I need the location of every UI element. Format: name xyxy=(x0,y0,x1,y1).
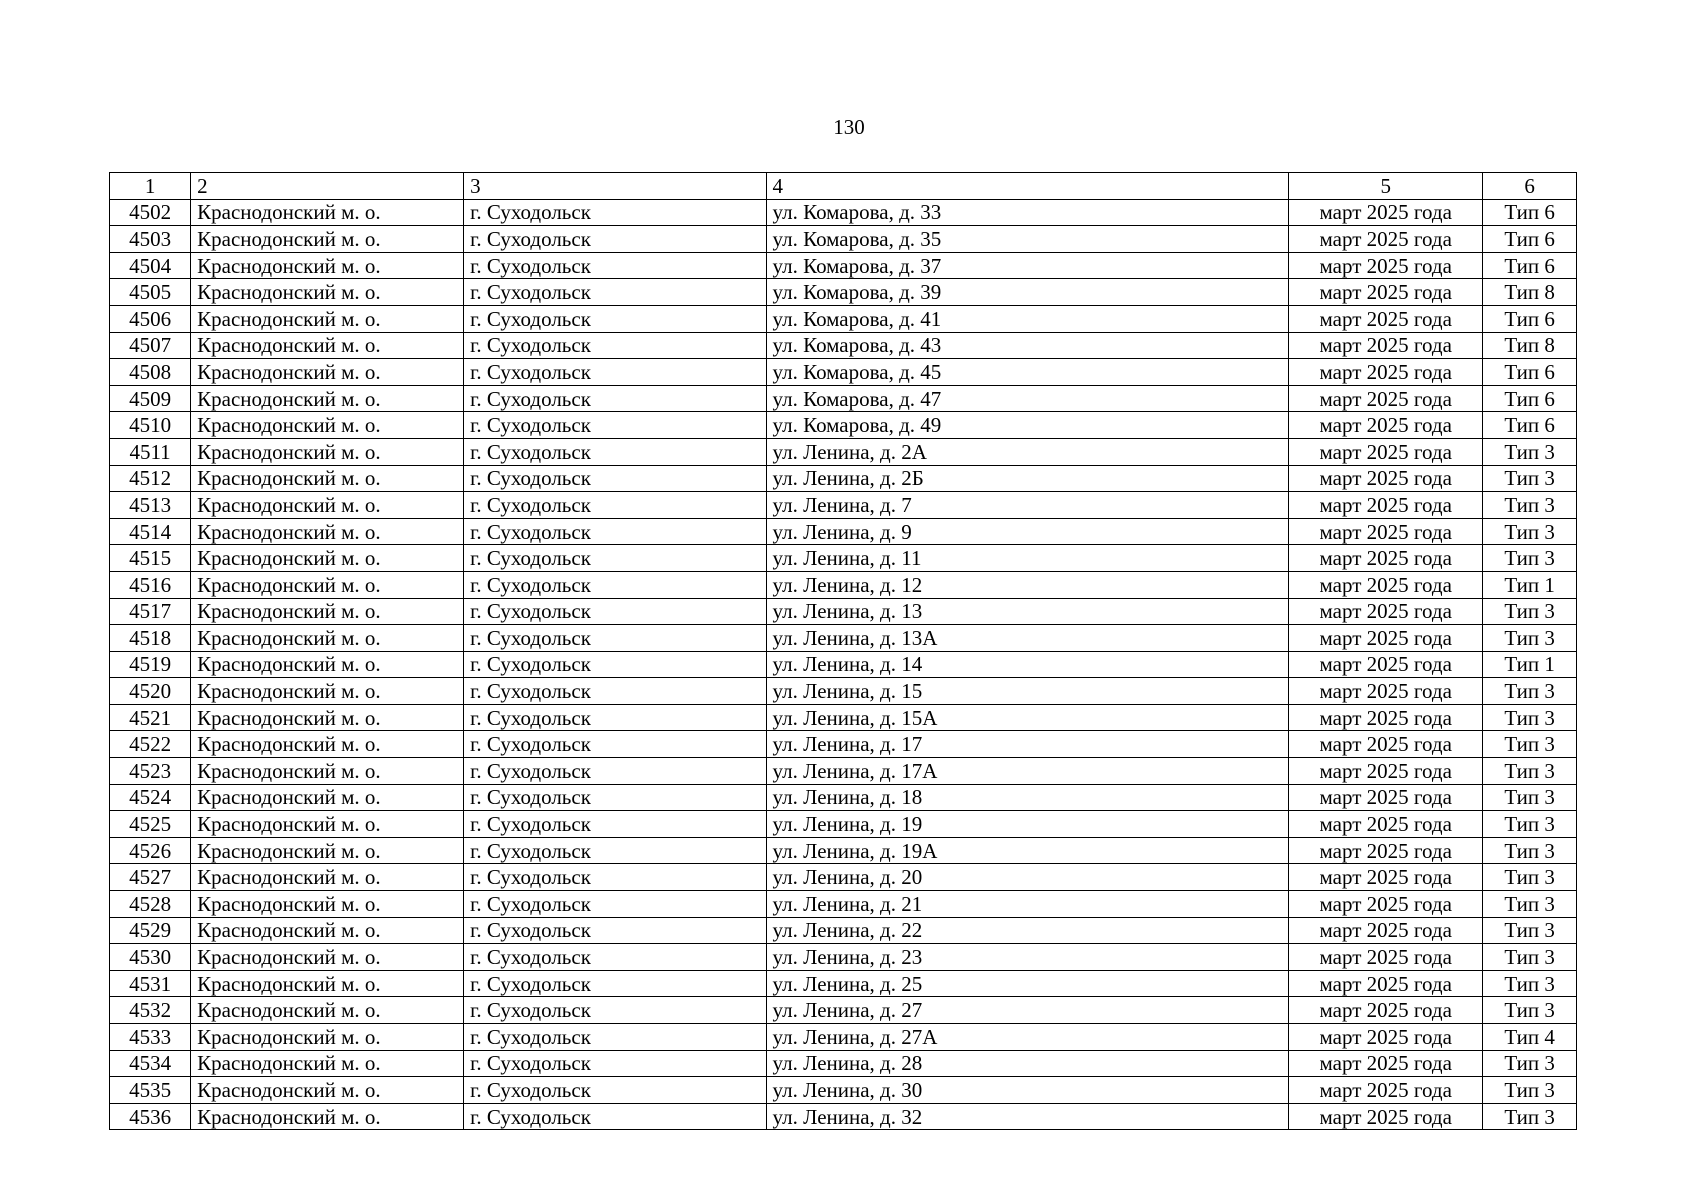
cell-municipality: Краснодонский м. о. xyxy=(191,279,464,306)
cell-row-number: 4525 xyxy=(110,811,191,838)
cell-row-number: 4520 xyxy=(110,678,191,705)
cell-deadline: март 2025 года xyxy=(1289,571,1483,598)
cell-municipality: Краснодонский м. о. xyxy=(191,571,464,598)
cell-deadline: март 2025 года xyxy=(1289,837,1483,864)
cell-row-number: 4521 xyxy=(110,704,191,731)
table-row xyxy=(110,837,1577,864)
cell-row-number: 4534 xyxy=(110,1050,191,1077)
cell-deadline: март 2025 года xyxy=(1289,359,1483,386)
cell-address: ул. Комарова, д. 49 xyxy=(766,412,1289,439)
cell-settlement: г. Суходольск xyxy=(464,1103,766,1130)
cell-municipality: Краснодонский м. о. xyxy=(191,864,464,891)
table-row xyxy=(110,1103,1577,1130)
cell-deadline: март 2025 года xyxy=(1289,305,1483,332)
header-col-4: 4 xyxy=(766,173,1289,200)
cell-address: ул. Ленина, д. 25 xyxy=(766,970,1289,997)
cell-deadline: март 2025 года xyxy=(1289,784,1483,811)
cell-row-number: 4529 xyxy=(110,917,191,944)
cell-type: Тип 3 xyxy=(1483,545,1577,572)
table-row xyxy=(110,997,1577,1024)
table-row xyxy=(110,492,1577,519)
cell-settlement: г. Суходольск xyxy=(464,1050,766,1077)
table-row xyxy=(110,545,1577,572)
cell-settlement: г. Суходольск xyxy=(464,279,766,306)
cell-settlement: г. Суходольск xyxy=(464,252,766,279)
cell-deadline: март 2025 года xyxy=(1289,492,1483,519)
table-row xyxy=(110,678,1577,705)
cell-row-number: 4515 xyxy=(110,545,191,572)
cell-address: ул. Комарова, д. 37 xyxy=(766,252,1289,279)
table-row xyxy=(110,758,1577,785)
cell-row-number: 4516 xyxy=(110,571,191,598)
cell-address: ул. Ленина, д. 17 xyxy=(766,731,1289,758)
cell-address: ул. Ленина, д. 19А xyxy=(766,837,1289,864)
cell-row-number: 4531 xyxy=(110,970,191,997)
cell-municipality: Краснодонский м. о. xyxy=(191,651,464,678)
table-row xyxy=(110,226,1577,253)
table-row xyxy=(110,305,1577,332)
cell-address: ул. Ленина, д. 23 xyxy=(766,944,1289,971)
cell-municipality: Краснодонский м. о. xyxy=(191,917,464,944)
cell-deadline: март 2025 года xyxy=(1289,651,1483,678)
cell-settlement: г. Суходольск xyxy=(464,438,766,465)
cell-municipality: Краснодонский м. о. xyxy=(191,784,464,811)
cell-settlement: г. Суходольск xyxy=(464,465,766,492)
table-row xyxy=(110,970,1577,997)
cell-address: ул. Ленина, д. 32 xyxy=(766,1103,1289,1130)
cell-deadline: март 2025 года xyxy=(1289,545,1483,572)
table-row xyxy=(110,784,1577,811)
cell-municipality: Краснодонский м. о. xyxy=(191,492,464,519)
header-row xyxy=(110,173,1577,200)
cell-row-number: 4523 xyxy=(110,758,191,785)
cell-deadline: март 2025 года xyxy=(1289,385,1483,412)
table-row xyxy=(110,252,1577,279)
cell-type: Тип 3 xyxy=(1483,997,1577,1024)
cell-deadline: март 2025 года xyxy=(1289,917,1483,944)
cell-municipality: Краснодонский м. о. xyxy=(191,1077,464,1104)
cell-municipality: Краснодонский м. о. xyxy=(191,332,464,359)
cell-deadline: март 2025 года xyxy=(1289,997,1483,1024)
cell-settlement: г. Суходольск xyxy=(464,678,766,705)
cell-deadline: март 2025 года xyxy=(1289,598,1483,625)
cell-deadline: март 2025 года xyxy=(1289,891,1483,918)
cell-deadline: март 2025 года xyxy=(1289,678,1483,705)
cell-row-number: 4528 xyxy=(110,891,191,918)
table-body xyxy=(110,199,1577,1130)
cell-settlement: г. Суходольск xyxy=(464,704,766,731)
cell-settlement: г. Суходольск xyxy=(464,651,766,678)
cell-type: Тип 3 xyxy=(1483,758,1577,785)
cell-municipality: Краснодонский м. о. xyxy=(191,704,464,731)
cell-row-number: 4527 xyxy=(110,864,191,891)
cell-deadline: март 2025 года xyxy=(1289,625,1483,652)
table-row xyxy=(110,199,1577,226)
cell-row-number: 4504 xyxy=(110,252,191,279)
cell-settlement: г. Суходольск xyxy=(464,199,766,226)
table-row xyxy=(110,864,1577,891)
cell-municipality: Краснодонский м. о. xyxy=(191,997,464,1024)
table-row xyxy=(110,625,1577,652)
cell-address: ул. Комарова, д. 47 xyxy=(766,385,1289,412)
cell-municipality: Краснодонский м. о. xyxy=(191,465,464,492)
cell-type: Тип 3 xyxy=(1483,837,1577,864)
cell-type: Тип 8 xyxy=(1483,279,1577,306)
cell-row-number: 4530 xyxy=(110,944,191,971)
cell-type: Тип 3 xyxy=(1483,891,1577,918)
cell-type: Тип 3 xyxy=(1483,1077,1577,1104)
cell-municipality: Краснодонский м. о. xyxy=(191,811,464,838)
cell-settlement: г. Суходольск xyxy=(464,917,766,944)
cell-type: Тип 3 xyxy=(1483,944,1577,971)
table-row xyxy=(110,944,1577,971)
cell-row-number: 4522 xyxy=(110,731,191,758)
cell-address: ул. Ленина, д. 30 xyxy=(766,1077,1289,1104)
cell-deadline: март 2025 года xyxy=(1289,1024,1483,1051)
cell-row-number: 4502 xyxy=(110,199,191,226)
cell-type: Тип 6 xyxy=(1483,359,1577,386)
cell-settlement: г. Суходольск xyxy=(464,571,766,598)
cell-deadline: март 2025 года xyxy=(1289,1050,1483,1077)
table-row xyxy=(110,385,1577,412)
cell-municipality: Краснодонский м. о. xyxy=(191,678,464,705)
cell-settlement: г. Суходольск xyxy=(464,944,766,971)
cell-settlement: г. Суходольск xyxy=(464,811,766,838)
cell-address: ул. Комарова, д. 39 xyxy=(766,279,1289,306)
cell-address: ул. Комарова, д. 45 xyxy=(766,359,1289,386)
cell-settlement: г. Суходольск xyxy=(464,305,766,332)
cell-address: ул. Ленина, д. 22 xyxy=(766,917,1289,944)
cell-municipality: Краснодонский м. о. xyxy=(191,837,464,864)
table-row xyxy=(110,891,1577,918)
cell-municipality: Краснодонский м. о. xyxy=(191,891,464,918)
cell-address: ул. Ленина, д. 15А xyxy=(766,704,1289,731)
cell-settlement: г. Суходольск xyxy=(464,545,766,572)
cell-settlement: г. Суходольск xyxy=(464,891,766,918)
cell-municipality: Краснодонский м. о. xyxy=(191,438,464,465)
cell-row-number: 4532 xyxy=(110,997,191,1024)
cell-settlement: г. Суходольск xyxy=(464,359,766,386)
header-col-1: 1 xyxy=(110,173,191,200)
cell-row-number: 4509 xyxy=(110,385,191,412)
cell-settlement: г. Суходольск xyxy=(464,997,766,1024)
table-row xyxy=(110,332,1577,359)
cell-deadline: март 2025 года xyxy=(1289,758,1483,785)
cell-settlement: г. Суходольск xyxy=(464,837,766,864)
cell-row-number: 4511 xyxy=(110,438,191,465)
cell-deadline: март 2025 года xyxy=(1289,518,1483,545)
cell-address: ул. Комарова, д. 33 xyxy=(766,199,1289,226)
cell-deadline: март 2025 года xyxy=(1289,412,1483,439)
cell-deadline: март 2025 года xyxy=(1289,864,1483,891)
cell-address: ул. Ленина, д. 28 xyxy=(766,1050,1289,1077)
table-row xyxy=(110,412,1577,439)
cell-settlement: г. Суходольск xyxy=(464,598,766,625)
cell-row-number: 4507 xyxy=(110,332,191,359)
cell-address: ул. Ленина, д. 21 xyxy=(766,891,1289,918)
table-row xyxy=(110,811,1577,838)
cell-municipality: Краснодонский м. о. xyxy=(191,226,464,253)
cell-row-number: 4533 xyxy=(110,1024,191,1051)
cell-address: ул. Комарова, д. 35 xyxy=(766,226,1289,253)
cell-type: Тип 3 xyxy=(1483,1103,1577,1130)
cell-type: Тип 3 xyxy=(1483,784,1577,811)
cell-deadline: март 2025 года xyxy=(1289,438,1483,465)
cell-address: ул. Ленина, д. 12 xyxy=(766,571,1289,598)
cell-settlement: г. Суходольск xyxy=(464,226,766,253)
cell-deadline: март 2025 года xyxy=(1289,252,1483,279)
cell-type: Тип 3 xyxy=(1483,970,1577,997)
cell-row-number: 4505 xyxy=(110,279,191,306)
cell-type: Тип 4 xyxy=(1483,1024,1577,1051)
cell-municipality: Краснодонский м. о. xyxy=(191,545,464,572)
cell-type: Тип 1 xyxy=(1483,571,1577,598)
cell-settlement: г. Суходольск xyxy=(464,864,766,891)
cell-deadline: март 2025 года xyxy=(1289,704,1483,731)
cell-type: Тип 6 xyxy=(1483,199,1577,226)
table-row xyxy=(110,598,1577,625)
cell-type: Тип 3 xyxy=(1483,864,1577,891)
cell-row-number: 4526 xyxy=(110,837,191,864)
cell-type: Тип 1 xyxy=(1483,651,1577,678)
cell-municipality: Краснодонский м. о. xyxy=(191,970,464,997)
table-header xyxy=(110,173,1577,200)
cell-municipality: Краснодонский м. о. xyxy=(191,1024,464,1051)
cell-type: Тип 3 xyxy=(1483,678,1577,705)
cell-address: ул. Ленина, д. 18 xyxy=(766,784,1289,811)
cell-municipality: Краснодонский м. о. xyxy=(191,625,464,652)
cell-row-number: 4517 xyxy=(110,598,191,625)
table-row xyxy=(110,518,1577,545)
cell-municipality: Краснодонский м. о. xyxy=(191,1103,464,1130)
cell-type: Тип 3 xyxy=(1483,518,1577,545)
table-row xyxy=(110,731,1577,758)
table-row xyxy=(110,571,1577,598)
cell-row-number: 4512 xyxy=(110,465,191,492)
cell-deadline: март 2025 года xyxy=(1289,465,1483,492)
table-row xyxy=(110,279,1577,306)
cell-municipality: Краснодонский м. о. xyxy=(191,518,464,545)
cell-type: Тип 3 xyxy=(1483,917,1577,944)
cell-row-number: 4524 xyxy=(110,784,191,811)
cell-address: ул. Ленина, д. 14 xyxy=(766,651,1289,678)
cell-municipality: Краснодонский м. о. xyxy=(191,199,464,226)
cell-settlement: г. Суходольск xyxy=(464,731,766,758)
cell-deadline: март 2025 года xyxy=(1289,332,1483,359)
cell-row-number: 4536 xyxy=(110,1103,191,1130)
cell-type: Тип 3 xyxy=(1483,438,1577,465)
cell-address: ул. Ленина, д. 13 xyxy=(766,598,1289,625)
page-number: 130 xyxy=(833,115,865,139)
cell-row-number: 4510 xyxy=(110,412,191,439)
cell-municipality: Краснодонский м. о. xyxy=(191,252,464,279)
table-row xyxy=(110,1024,1577,1051)
cell-settlement: г. Суходольск xyxy=(464,332,766,359)
cell-address: ул. Ленина, д. 15 xyxy=(766,678,1289,705)
header-col-2: 2 xyxy=(191,173,464,200)
cell-municipality: Краснодонский м. о. xyxy=(191,598,464,625)
cell-type: Тип 6 xyxy=(1483,252,1577,279)
cell-settlement: г. Суходольск xyxy=(464,518,766,545)
cell-settlement: г. Суходольск xyxy=(464,625,766,652)
table-row xyxy=(110,651,1577,678)
cell-deadline: март 2025 года xyxy=(1289,811,1483,838)
cell-row-number: 4519 xyxy=(110,651,191,678)
cell-row-number: 4506 xyxy=(110,305,191,332)
cell-type: Тип 8 xyxy=(1483,332,1577,359)
cell-address: ул. Ленина, д. 27А xyxy=(766,1024,1289,1051)
registry-table xyxy=(109,172,1577,1130)
table-row xyxy=(110,465,1577,492)
cell-row-number: 4514 xyxy=(110,518,191,545)
cell-address: ул. Ленина, д. 2Б xyxy=(766,465,1289,492)
header-col-6: 6 xyxy=(1483,173,1577,200)
cell-type: Тип 3 xyxy=(1483,625,1577,652)
cell-municipality: Краснодонский м. о. xyxy=(191,944,464,971)
table-row xyxy=(110,917,1577,944)
cell-address: ул. Ленина, д. 2А xyxy=(766,438,1289,465)
cell-type: Тип 3 xyxy=(1483,731,1577,758)
cell-address: ул. Ленина, д. 17А xyxy=(766,758,1289,785)
cell-municipality: Краснодонский м. о. xyxy=(191,305,464,332)
cell-municipality: Краснодонский м. о. xyxy=(191,1050,464,1077)
cell-deadline: март 2025 года xyxy=(1289,199,1483,226)
cell-address: ул. Ленина, д. 27 xyxy=(766,997,1289,1024)
cell-address: ул. Ленина, д. 11 xyxy=(766,545,1289,572)
cell-address: ул. Комарова, д. 41 xyxy=(766,305,1289,332)
cell-settlement: г. Суходольск xyxy=(464,970,766,997)
cell-address: ул. Ленина, д. 13А xyxy=(766,625,1289,652)
cell-settlement: г. Суходольск xyxy=(464,758,766,785)
cell-address: ул. Комарова, д. 43 xyxy=(766,332,1289,359)
cell-type: Тип 3 xyxy=(1483,1050,1577,1077)
cell-type: Тип 3 xyxy=(1483,811,1577,838)
header-col-5: 5 xyxy=(1289,173,1483,200)
cell-settlement: г. Суходольск xyxy=(464,412,766,439)
cell-row-number: 4535 xyxy=(110,1077,191,1104)
table-row xyxy=(110,1050,1577,1077)
cell-type: Тип 6 xyxy=(1483,412,1577,439)
cell-settlement: г. Суходольск xyxy=(464,1024,766,1051)
table-row xyxy=(110,438,1577,465)
cell-type: Тип 3 xyxy=(1483,465,1577,492)
cell-settlement: г. Суходольск xyxy=(464,385,766,412)
cell-deadline: март 2025 года xyxy=(1289,1103,1483,1130)
cell-municipality: Краснодонский м. о. xyxy=(191,412,464,439)
cell-type: Тип 3 xyxy=(1483,704,1577,731)
cell-row-number: 4518 xyxy=(110,625,191,652)
cell-deadline: март 2025 года xyxy=(1289,226,1483,253)
cell-row-number: 4508 xyxy=(110,359,191,386)
cell-type: Тип 3 xyxy=(1483,492,1577,519)
cell-type: Тип 6 xyxy=(1483,305,1577,332)
cell-municipality: Краснодонский м. о. xyxy=(191,731,464,758)
cell-type: Тип 3 xyxy=(1483,598,1577,625)
cell-deadline: март 2025 года xyxy=(1289,279,1483,306)
cell-municipality: Краснодонский м. о. xyxy=(191,758,464,785)
cell-settlement: г. Суходольск xyxy=(464,784,766,811)
header-col-3: 3 xyxy=(464,173,766,200)
cell-settlement: г. Суходольск xyxy=(464,1077,766,1104)
table-row xyxy=(110,704,1577,731)
table-row xyxy=(110,359,1577,386)
cell-type: Тип 6 xyxy=(1483,226,1577,253)
cell-type: Тип 6 xyxy=(1483,385,1577,412)
table-row xyxy=(110,1077,1577,1104)
cell-deadline: март 2025 года xyxy=(1289,1077,1483,1104)
cell-address: ул. Ленина, д. 20 xyxy=(766,864,1289,891)
cell-deadline: март 2025 года xyxy=(1289,731,1483,758)
cell-row-number: 4513 xyxy=(110,492,191,519)
cell-address: ул. Ленина, д. 7 xyxy=(766,492,1289,519)
cell-address: ул. Ленина, д. 9 xyxy=(766,518,1289,545)
cell-deadline: март 2025 года xyxy=(1289,944,1483,971)
cell-deadline: март 2025 года xyxy=(1289,970,1483,997)
cell-municipality: Краснодонский м. о. xyxy=(191,359,464,386)
cell-address: ул. Ленина, д. 19 xyxy=(766,811,1289,838)
cell-settlement: г. Суходольск xyxy=(464,492,766,519)
cell-row-number: 4503 xyxy=(110,226,191,253)
cell-municipality: Краснодонский м. о. xyxy=(191,385,464,412)
